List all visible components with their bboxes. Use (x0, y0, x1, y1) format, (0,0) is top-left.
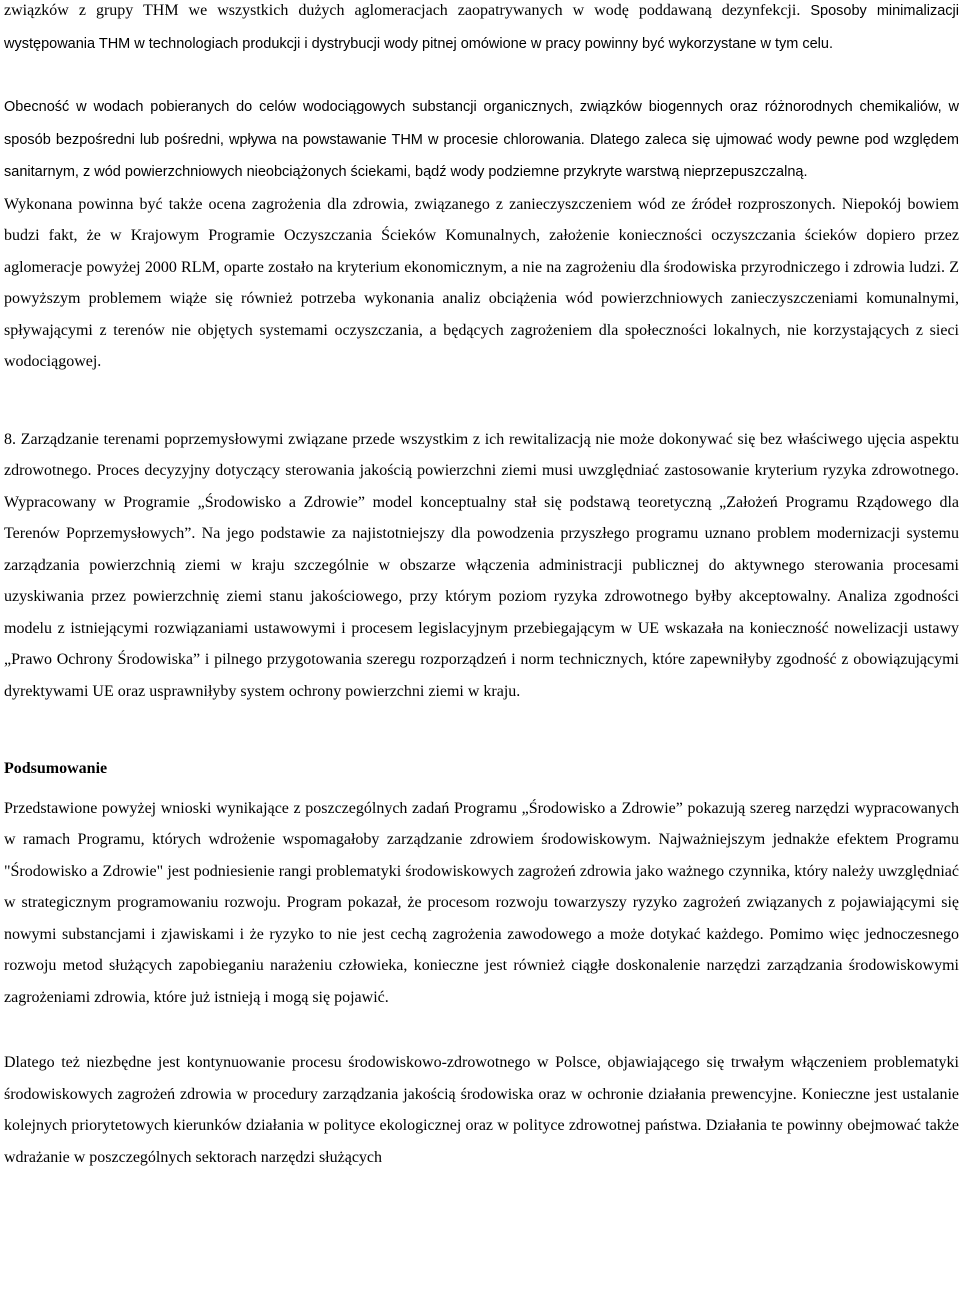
paragraph-text: Wykonana powinna być także ocena zagrożenia dla zdrowia, związanego z zanieczyszczeniem wód ze źródeł rozproszonych. Niepokój bowiem budzi fakt, że w Krajowym Programie Oczyszczania Ścieków Komunalnych, założenie konieczności oczyszczania ścieków dopiero przez aglomeracje powyżej 2000 RLM, oparte zostało na kryterium ekonomicznym, a nie na zagrożeniu dla środowiska przyrodniczego i zdrowia ludzi. Z powyższym problemem wiąże się również potrzeba wykonania analiz obciążenia wód powierzchniowych zanieczyszczeniami komunalnymi, spływającymi z terenów nie objętych systemami oczyszczania, a będących zagrożeniem dla społeczności lokalnych, nie korzystających z sieci wodociągowej. (4, 195, 959, 370)
paragraph-water-sources (4, 91, 959, 189)
paragraph-continuation-process (4, 1047, 959, 1173)
paragraph-thm-continuation (4, 0, 959, 60)
paragraph-text: Przedstawione powyżej wnioski wynikające z poszczególnych zadań Programu „Środowisko a Zdrowie” pokazują szereg narzędzi wypracowanych w ramach Programu, których wdrożenie wspomagałoby zarządzanie zdrowiem środowiskowym. Najważniejszym jednakże efektem Programu "Środowisko a Zdrowie" jest podniesienie rangi problematyki środowiskowych zagrożeń zdrowia jako ważnego czynnika, który należy uwzględniać w strategicznym programowaniu rozwoju. Program pokazał, że procesom rozwoju towarzyszy ryzyko zagrożeń związanych z pojawiającymi się nowymi substancjami i zjawiskami i że ryzyko to nie jest cechą zagrożenia zawodowego a może dotykać każdego. Pomimo więc jednoczesnego rozwoju metod służących zapobieganiu narażeniu człowieka, konieczne jest również ciągłe doskonalenie narzędzi zarządzania środowiskowymi zagrożeniami zdrowia, które już istnieją i mogą się pojawić. (4, 799, 959, 1006)
paragraph-health-risk-assessment (4, 189, 959, 378)
paragraph-text: 8. Zarządzanie terenami poprzemysłowymi związane przede wszystkim z ich rewitalizacją nie może dokonywać się bez właściwego ujęcia aspektu zdrowotnego. Proces decyzyjny dotyczący sterowania jakością powierzchni ziemi musi uwzględniać zastosowanie kryterium ryzyka zdrowotnego. Wypracowany w Programie „Środowisko a Zdrowie” model konceptualny stał się podstawą teoretyczną „Założeń Programu Rządowego dla Terenów Poprzemysłowych”. Na jego podstawie za najistotniejszy dla powodzenia przyszłego programu uznano problem modernizacji systemu zarządzania powierzchnią ziemi w kraju szczególnie w obszarze włączenia administracji publicznej do aktywnego sterowania procesami uzyskiwania przez powierzchnię ziemi stanu jakościowego, przy którym poziom ryzyka zdrowotnego byłby akceptowalny. Analiza zgodności modelu z istniejącymi rozwiązaniami ustawowymi i procesem legislacyjnym przebiegającym w UE wskazała na konieczność nowelizacji ustawy „Prawo Ochrony Środowiska” i pilnego przygotowania szeregu rozporządzeń i norm technicznych, które zapewniłyby zgodność z obowiązującymi dyrektywami UE oraz usprawniłyby system ochrony powierzchni ziemi w kraju. (4, 430, 959, 700)
paragraph-summary-conclusions (4, 793, 959, 1014)
paragraph-text: Sposoby minimalizacji występowania THM w technologiach produkcji i dystrybucji wody pitnej omówione w pracy powinny być wykorzystane w tym celu. (4, 3, 959, 52)
paragraph-text: związków z grupy THM we wszystkich dużych aglomeracjach zaopatrywanych w wodę poddawaną dezynfekcji. (4, 2, 801, 19)
document-page (4, 0, 959, 1173)
paragraph-text: Dlatego też niezbędne jest kontynuowanie procesu środowiskowo-zdrowotnego w Polsce, objawiającego się trwałym włączeniem problematyki środowiskowych zagrożeń zdrowia w procedury zarządzania jakością środowiska oraz w ochronie działania prewencyjne. Konieczne jest ustalanie kolejnych priorytetowych kierunków działania w polityce ekologicznej oraz w polityce zdrowotnej państwa. Działania te powinny obejmować także wdrażanie w poszczególnych sektorach narzędzi służących (4, 1054, 959, 1166)
paragraph-post-industrial-areas (4, 424, 959, 708)
section-heading-summary: Podsumowanie (4, 760, 108, 777)
paragraph-text: Obecność w wodach pobieranych do celów wodociągowych substancji organicznych, związków biogennych oraz różnorodnych chemikaliów, w sposób bezpośredni lub pośredni, wpływa na powstawanie THM w procesie chlorowania. Dlatego zaleca się ujmować wody pewne pod względem sanitarnym, z wód powierzchniowych nieobciążonych ściekami, bądź wody podziemne przykryte warstwą nieprzepuszczalną. (4, 99, 959, 180)
